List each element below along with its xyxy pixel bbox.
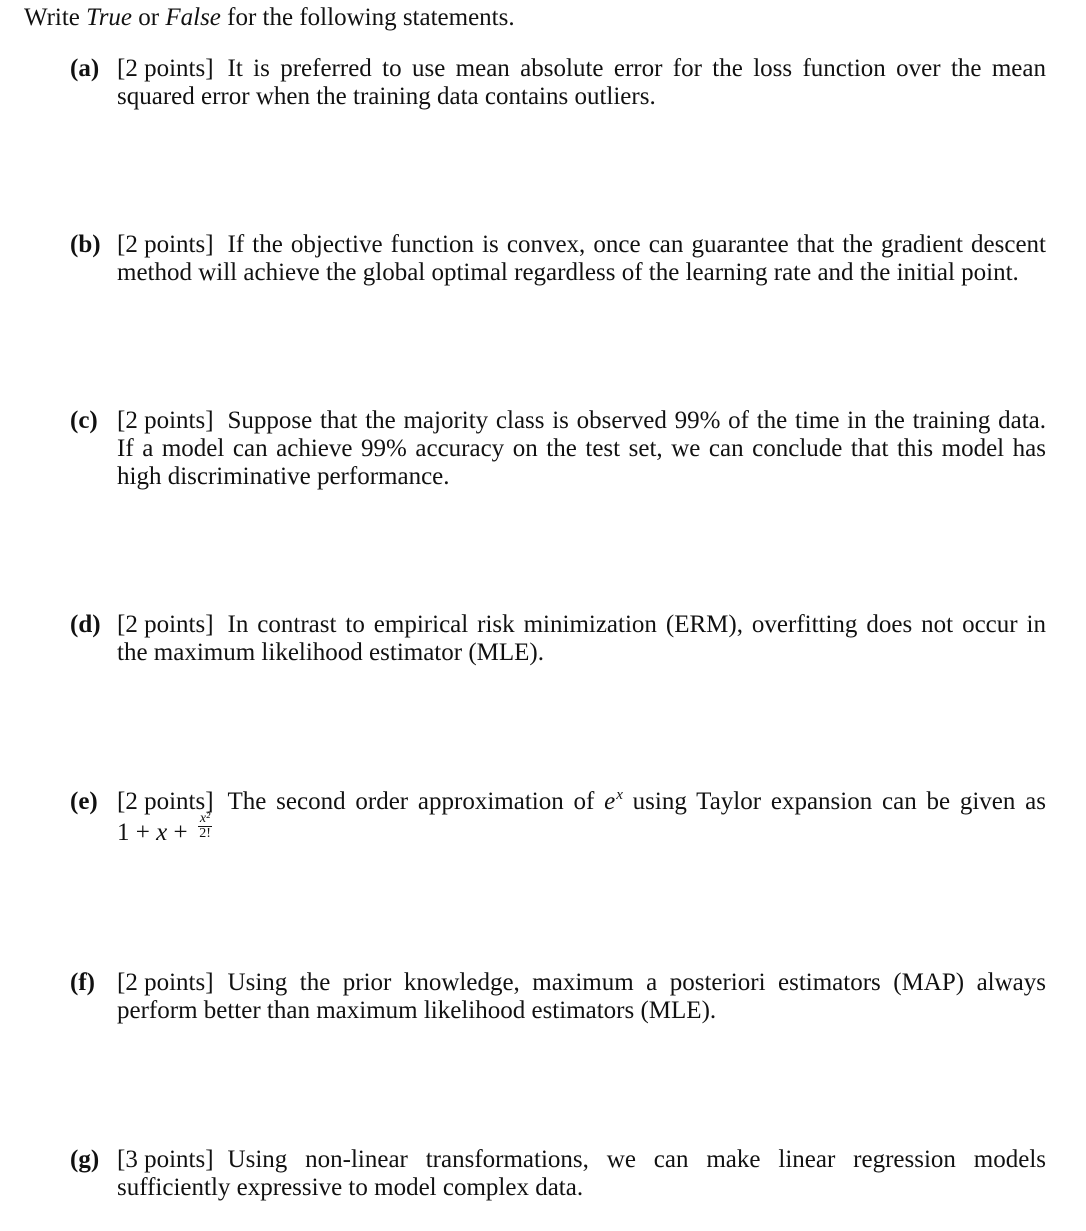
instruction-middle: or (132, 4, 166, 31)
instruction-text (24, 4, 515, 32)
question-points: [2 points] (117, 407, 214, 434)
instruction-prefix: Write (24, 4, 87, 31)
question-points: [2 points] (117, 55, 214, 82)
question-points: [2 points] (117, 969, 214, 996)
math-term: 1 + (117, 819, 157, 846)
question-g (70, 1146, 1046, 1202)
instruction-suffix: for the following statements. (220, 4, 515, 31)
question-points: [2 points] (117, 788, 214, 815)
question-text-line (228, 788, 1046, 819)
question-text-line: squared error when the training data contains outliers. (117, 83, 656, 110)
question-d (70, 611, 1046, 667)
question-text-line: If a model can achieve 99% accuracy on the test set, we can conclude that this model has (117, 435, 1046, 462)
math-operator: + (167, 819, 194, 846)
math-fraction (198, 812, 212, 841)
question-a (70, 55, 1046, 111)
question-text-line: It is preferred to use mean absolute error for the loss function over the mean (227, 55, 1046, 82)
math-base-e: e (604, 788, 616, 815)
fraction-denominator: 2! (199, 825, 211, 841)
question-letter: (e) (70, 788, 98, 815)
question-text-line: Suppose that the majority class is observed 99% of the time in the training data. (227, 407, 1046, 434)
question-text-line: sufficiently expressive to model complex data. (117, 1174, 584, 1201)
question-points: [2 points] (117, 611, 214, 638)
question-text-line: Using non-linear transformations, we can make linear regression models (227, 1146, 1046, 1173)
question-letter: (g) (70, 1146, 100, 1173)
question-text-line: perform better than maximum likelihood estimators (MLE). (117, 997, 717, 1024)
question-text-line: Using the prior knowledge, maximum a posteriori estimators (MAP) always (227, 969, 1046, 996)
question-b (70, 231, 1046, 287)
question-text-line: high discriminative performance. (117, 463, 450, 490)
question-letter: (b) (70, 231, 101, 258)
math-variable: x (156, 819, 168, 846)
question-letter: (f) (70, 969, 95, 996)
question-text-line: In contrast to empirical risk minimization (ERM), overfitting does not occur in (227, 611, 1046, 638)
question-points: [3 points] (117, 1146, 214, 1173)
question-text-fragment: The second order approximation of (227, 788, 605, 815)
question-text-line: method will achieve the global optimal regardless of the learning rate and the initial point. (117, 259, 1019, 286)
question-letter: (a) (70, 55, 100, 82)
question-letter: (c) (70, 407, 98, 434)
question-letter: (d) (70, 611, 101, 638)
math-expression (117, 810, 1046, 849)
question-e (70, 788, 1046, 849)
question-f (70, 969, 1046, 1025)
fraction-numerator: x² (199, 810, 211, 826)
instruction-true-word: True (86, 4, 133, 31)
math-exponent: x (616, 787, 623, 803)
question-text-line: the maximum likelihood estimator (MLE). (117, 639, 545, 666)
instruction-false-word: False (165, 4, 221, 31)
question-text-fragment: using Taylor expansion can be given as (622, 788, 1046, 815)
question-text-line: If the objective function is convex, once can guarantee that the gradient descent (227, 231, 1046, 258)
question-c (70, 407, 1046, 491)
question-points: [2 points] (117, 231, 214, 258)
